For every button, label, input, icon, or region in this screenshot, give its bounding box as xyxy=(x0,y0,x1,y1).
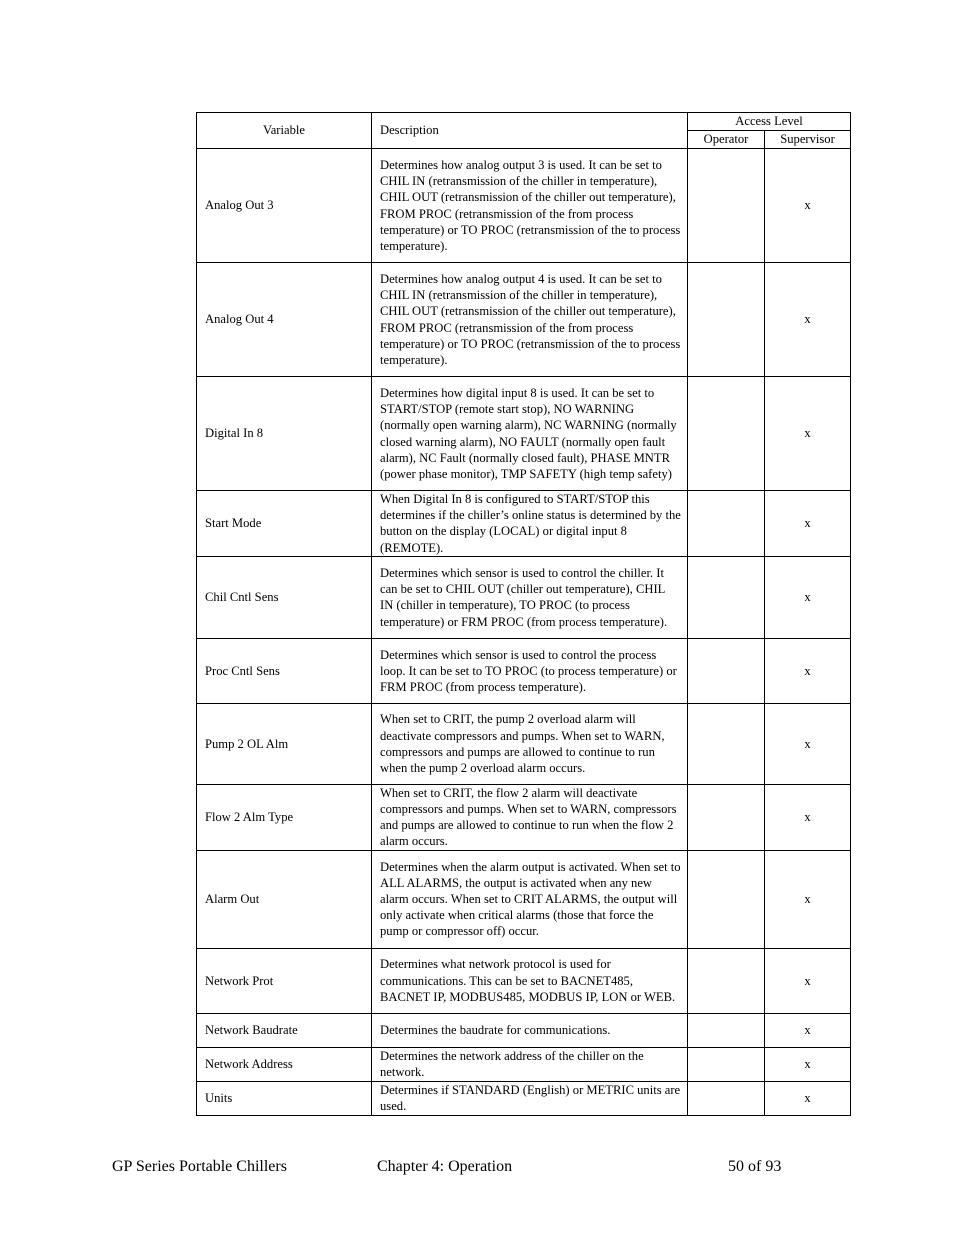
description-cell: When Digital In 8 is configured to START/STOP this determines if the chiller’s online status is determined by the button on the display (LOCAL) or digital input 8 (REMOTE). xyxy=(372,491,688,557)
description-cell: Determines which sensor is used to control the process loop. It can be set to TO PROC (to process temperature) or FRM PROC (from process temperature). xyxy=(372,638,688,703)
table-row xyxy=(197,377,851,491)
variable-cell: Network Baudrate xyxy=(197,1013,372,1047)
variable-cell: Pump 2 OL Alm xyxy=(197,703,372,784)
variable-cell: Analog Out 4 xyxy=(197,263,372,377)
table-row xyxy=(197,491,851,557)
description-cell: Determines which sensor is used to control the chiller. It can be set to CHIL OUT (chiller out temperature), CHIL IN (chiller in temperature), TO PROC (to process temperature) or FRM PROC (from process temperature). xyxy=(372,556,688,638)
variable-cell: Network Address xyxy=(197,1047,372,1081)
table-row xyxy=(197,784,851,850)
operator-cell xyxy=(688,556,765,638)
table-row xyxy=(197,263,851,377)
header-description: Description xyxy=(372,113,688,149)
variable-cell: Flow 2 Alm Type xyxy=(197,784,372,850)
operator-cell xyxy=(688,1013,765,1047)
variable-cell: Network Prot xyxy=(197,948,372,1013)
variable-cell: Chil Cntl Sens xyxy=(197,556,372,638)
description-cell: Determines what network protocol is used for communications. This can be set to BACNET485, BACNET IP, MODBUS485, MODBUS IP, LON or WEB. xyxy=(372,948,688,1013)
access-level-table xyxy=(196,112,851,1116)
description-cell: Determines if STANDARD (English) or METRIC units are used. xyxy=(372,1081,688,1115)
variable-cell: Start Mode xyxy=(197,491,372,557)
table-row xyxy=(197,1081,851,1115)
table-row xyxy=(197,556,851,638)
footer-chapter: Chapter 4: Operation xyxy=(377,1158,513,1175)
operator-cell xyxy=(688,1047,765,1081)
supervisor-cell: x xyxy=(765,703,851,784)
description-cell: When set to CRIT, the pump 2 overload alarm will deactivate compressors and pumps. When set to WARN, compressors and pumps are allowed to continue to run when the pump 2 overload alarm occurs. xyxy=(372,703,688,784)
description-cell: Determines the baudrate for communications. xyxy=(372,1013,688,1047)
supervisor-cell: x xyxy=(765,263,851,377)
table-row xyxy=(197,149,851,263)
operator-cell xyxy=(688,377,765,491)
header-operator: Operator xyxy=(688,131,765,149)
footer-page-number: 50 of 93 xyxy=(728,1158,782,1175)
variable-cell: Digital In 8 xyxy=(197,377,372,491)
table-row xyxy=(197,703,851,784)
table-row xyxy=(197,948,851,1013)
header-supervisor: Supervisor xyxy=(765,131,851,149)
supervisor-cell: x xyxy=(765,1047,851,1081)
operator-cell xyxy=(688,850,765,948)
supervisor-cell: x xyxy=(765,556,851,638)
operator-cell xyxy=(688,263,765,377)
description-cell: Determines how analog output 4 is used. It can be set to CHIL IN (retransmission of the chiller in temperature), CHIL OUT (retransmission of the chiller out temperature), FROM PROC (retransmission of the from process temperature) or TO PROC (retransmission of the to process temperature). xyxy=(372,263,688,377)
operator-cell xyxy=(688,703,765,784)
header-variable: Variable xyxy=(197,113,372,149)
footer-document-title: GP Series Portable Chillers xyxy=(112,1158,287,1175)
description-cell: When set to CRIT, the flow 2 alarm will deactivate compressors and pumps. When set to WARN, compressors and pumps are allowed to continue to run when the flow 2 alarm occurs. xyxy=(372,784,688,850)
header-access-level: Access Level xyxy=(688,113,851,131)
supervisor-cell: x xyxy=(765,638,851,703)
variable-cell: Analog Out 3 xyxy=(197,149,372,263)
table-row xyxy=(197,638,851,703)
supervisor-cell: x xyxy=(765,784,851,850)
table-row xyxy=(197,1047,851,1081)
operator-cell xyxy=(688,491,765,557)
description-cell: Determines the network address of the chiller on the network. xyxy=(372,1047,688,1081)
operator-cell xyxy=(688,948,765,1013)
supervisor-cell: x xyxy=(765,1081,851,1115)
supervisor-cell: x xyxy=(765,149,851,263)
supervisor-cell: x xyxy=(765,377,851,491)
description-cell: Determines how analog output 3 is used. It can be set to CHIL IN (retransmission of the chiller in temperature), CHIL OUT (retransmission of the chiller out temperature), FROM PROC (retransmission of the from process temperature) or TO PROC (retransmission of the to process temperature). xyxy=(372,149,688,263)
table-row xyxy=(197,1013,851,1047)
operator-cell xyxy=(688,1081,765,1115)
supervisor-cell: x xyxy=(765,1013,851,1047)
operator-cell xyxy=(688,149,765,263)
description-cell: Determines how digital input 8 is used. It can be set to START/STOP (remote start stop), NO WARNING (normally open warning alarm), NC WARNING (normally closed warning alarm), NO FAULT (normally open fault alarm), NC Fault (normally closed fault), PHASE MNTR (power phase monitor), TMP SAFETY (high temp safety) xyxy=(372,377,688,491)
description-cell: Determines when the alarm output is activated. When set to ALL ALARMS, the output is activated when any new alarm occurs. When set to CRIT ALARMS, the output will only activate when critical alarms (those that force the pump or compressor off) occur. xyxy=(372,850,688,948)
supervisor-cell: x xyxy=(765,948,851,1013)
table-row xyxy=(197,850,851,948)
variable-cell: Proc Cntl Sens xyxy=(197,638,372,703)
operator-cell xyxy=(688,784,765,850)
supervisor-cell: x xyxy=(765,491,851,557)
variable-cell: Units xyxy=(197,1081,372,1115)
variable-cell: Alarm Out xyxy=(197,850,372,948)
operator-cell xyxy=(688,638,765,703)
supervisor-cell: x xyxy=(765,850,851,948)
